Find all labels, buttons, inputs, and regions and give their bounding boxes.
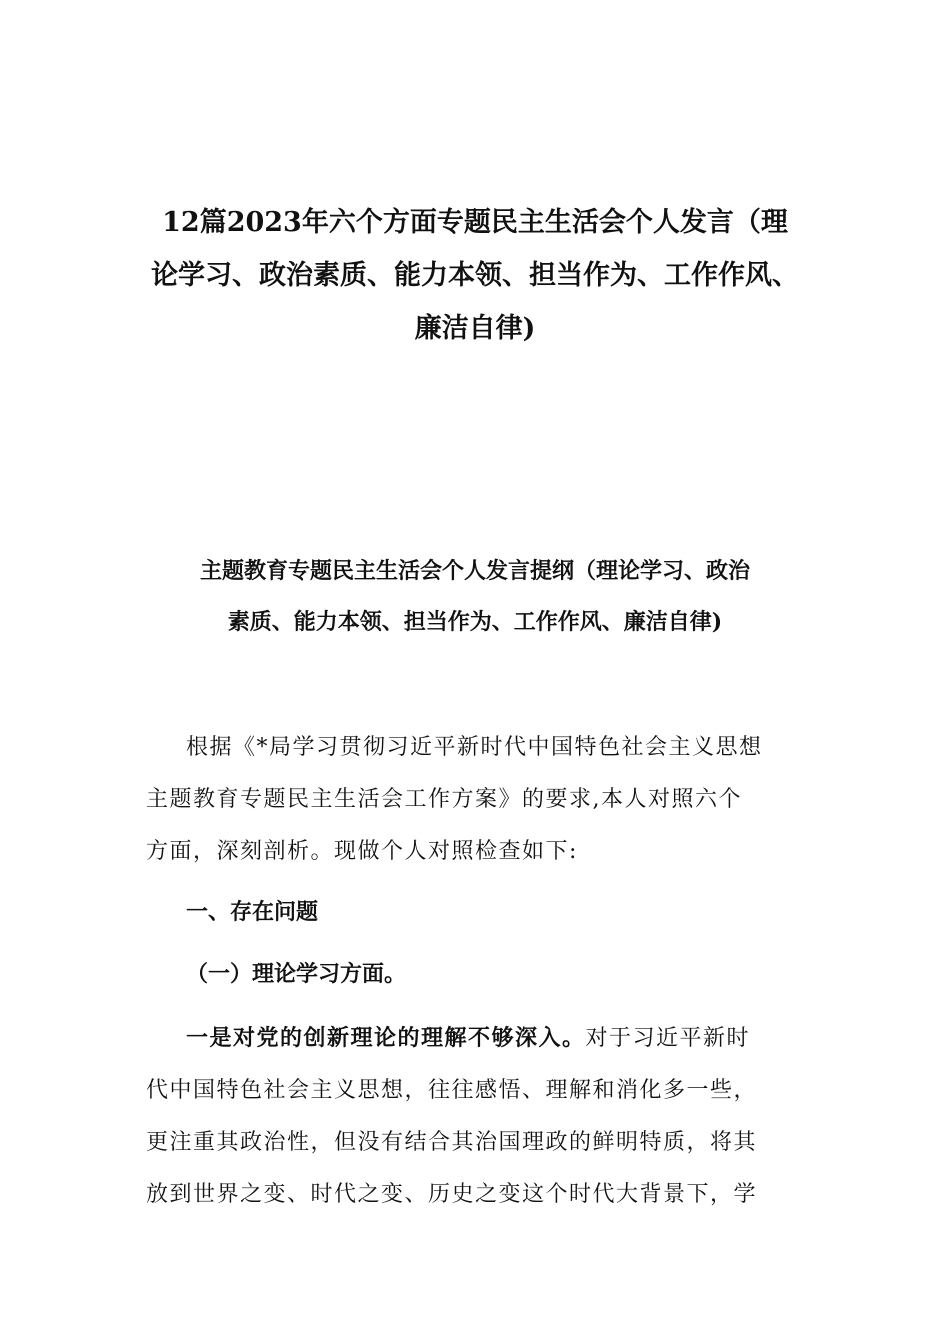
sub-title xyxy=(130,546,820,648)
intro-line-1: 根据《*局学习贯彻习近平新时代中国特色社会主义思想 xyxy=(186,735,763,760)
point-one-line-2: 代中国特色社会主义思想，往往感悟、理解和消化多一些， xyxy=(146,1078,758,1103)
point-one-line-4: 放到世界之变、时代之变、历史之变这个时代大背景下，学 xyxy=(146,1182,758,1207)
point-one-bold-lead: 一是对党的创新理论的理解不够深入。 xyxy=(186,1025,586,1051)
section-heading-problems: 一、存在问题 xyxy=(186,899,319,925)
point-one-line-1 xyxy=(146,1012,806,1065)
sub-title-line-1: 主题教育专题民主生活会个人发言提纲（理论学习、政治 xyxy=(199,558,750,584)
point-one-line-3: 更注重其政治性，但没有结合其治国理政的鲜明特质，将其 xyxy=(146,1130,758,1155)
point-one-line-1-rest: 对于习近平新时 xyxy=(585,1026,751,1051)
main-title-line-1: 12篇2023年六个方面专题民主生活会个人发言（理 xyxy=(162,207,788,238)
main-title-line-2: 论学习、政治素质、能力本领、担当作为、工作作风、 xyxy=(151,260,799,291)
point-one-paragraph xyxy=(146,1012,806,1221)
intro-line-3: 方面，深刻剖析。现做个人对照检查如下: xyxy=(146,839,578,864)
sub-title-line-2: 素质、能力本领、担当作为、工作作风、廉洁自律) xyxy=(227,609,723,635)
intro-paragraph xyxy=(146,722,806,878)
subsection-heading-theory-study: （一）理论学习方面。 xyxy=(186,961,407,987)
main-title-line-3: 廉洁自律) xyxy=(414,313,536,344)
intro-line-2: 主题教育专题民主生活会工作方案》的要求,本人对照六个 xyxy=(146,787,742,812)
main-title xyxy=(120,196,830,355)
document-body xyxy=(146,722,806,1221)
